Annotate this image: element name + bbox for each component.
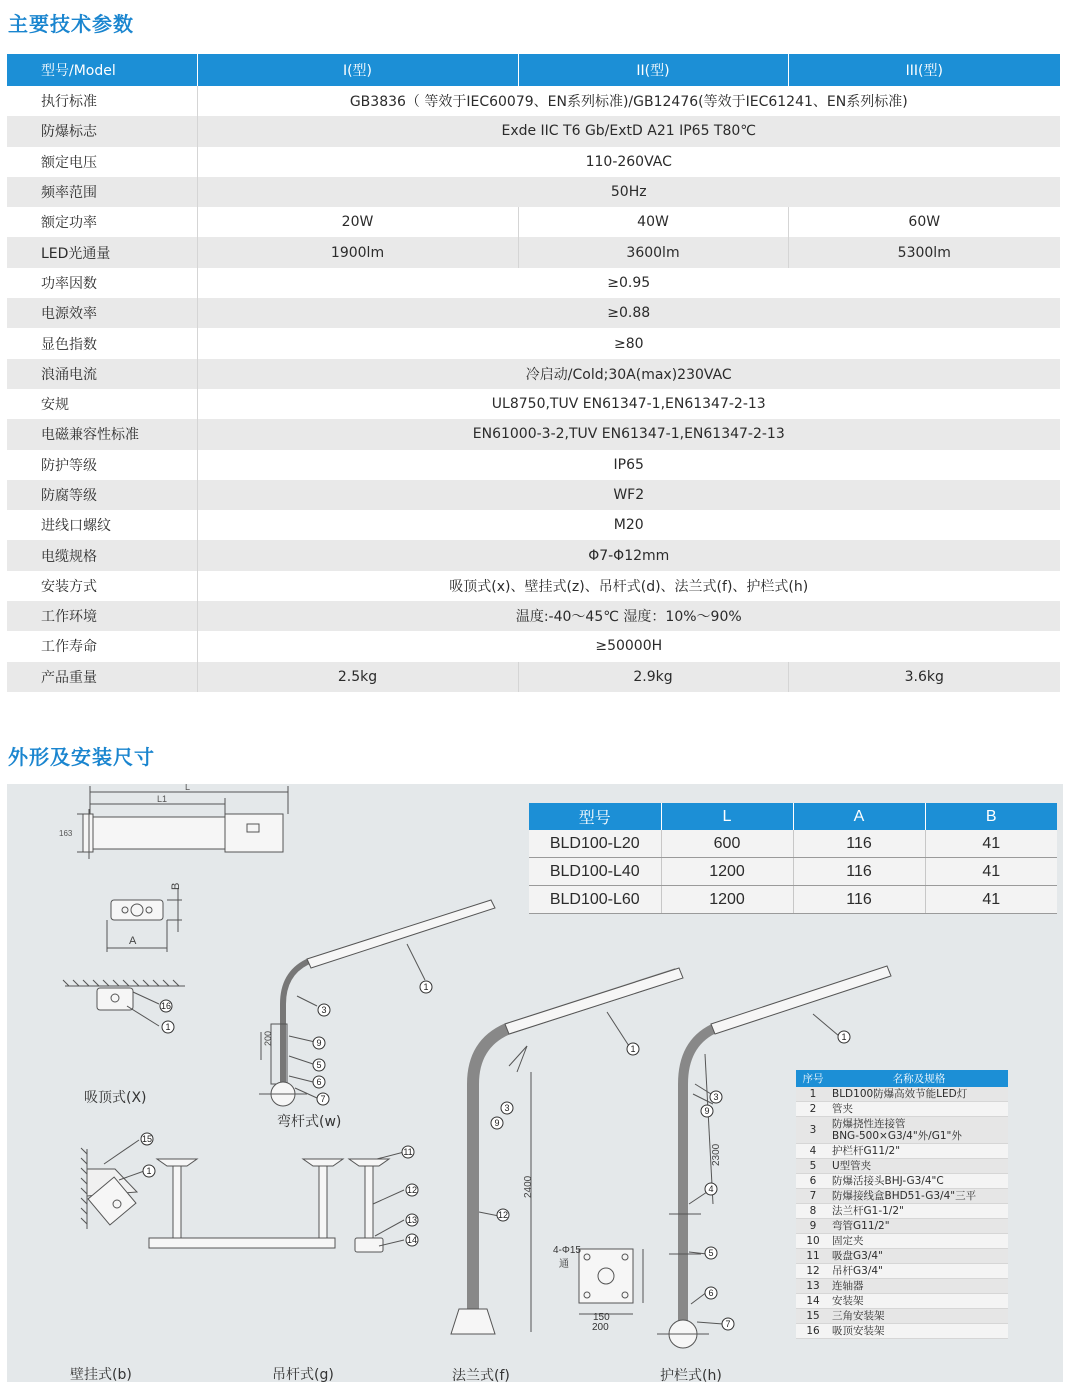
callout-1: 1 bbox=[423, 982, 429, 992]
spec-value: ≥80 bbox=[197, 328, 1060, 358]
spec-row bbox=[7, 116, 1060, 146]
parts-number: 5 bbox=[796, 1159, 830, 1174]
spec-value: ≥0.88 bbox=[197, 298, 1060, 328]
callout-9: 9 bbox=[704, 1106, 710, 1116]
parts-row bbox=[796, 1294, 1008, 1309]
spec-label: 进线口螺纹 bbox=[7, 510, 197, 540]
callout-11: 11 bbox=[403, 1147, 413, 1157]
parts-row bbox=[796, 1159, 1008, 1174]
dimension-header-cell: B bbox=[925, 803, 1057, 830]
spec-value: 5300lm bbox=[788, 237, 1060, 267]
parts-number: 2 bbox=[796, 1102, 830, 1117]
spec-row bbox=[7, 268, 1060, 298]
callout-5: 5 bbox=[708, 1248, 714, 1258]
spec-header-cell: 型号/Model bbox=[7, 54, 197, 86]
caption-bent-arm: 弯杆式(w) bbox=[277, 1114, 342, 1130]
dimension-cell: BLD100-L60 bbox=[529, 886, 661, 914]
callout-7: 7 bbox=[725, 1319, 731, 1329]
spec-row bbox=[7, 419, 1060, 449]
parts-number: 16 bbox=[796, 1324, 830, 1339]
spec-row bbox=[7, 207, 1060, 237]
spec-value: 1900lm bbox=[197, 237, 518, 267]
parts-row bbox=[796, 1102, 1008, 1117]
spec-value: UL8750,TUV EN61347-1,EN61347-2-13 bbox=[197, 389, 1060, 419]
spec-value: M20 bbox=[197, 510, 1060, 540]
callout-1: 1 bbox=[146, 1166, 152, 1176]
dim-label-2300: 2300 bbox=[711, 1143, 722, 1166]
spec-header-cell: II(型) bbox=[518, 54, 788, 86]
dimension-header-cell: 型号 bbox=[529, 803, 661, 830]
parts-name: 吊杆G3/4" bbox=[830, 1264, 1008, 1279]
parts-row bbox=[796, 1219, 1008, 1234]
parts-number: 10 bbox=[796, 1234, 830, 1249]
callout-4: 4 bbox=[708, 1184, 714, 1194]
callout-9: 9 bbox=[494, 1118, 500, 1128]
spec-label: 工作寿命 bbox=[7, 631, 197, 661]
spec-row bbox=[7, 662, 1060, 692]
spec-row bbox=[7, 450, 1060, 480]
parts-row bbox=[796, 1204, 1008, 1219]
wall-mount-drawing bbox=[81, 1140, 147, 1229]
bent-arm-drawing bbox=[259, 900, 495, 1106]
callout-5: 5 bbox=[316, 1060, 322, 1070]
spec-table bbox=[7, 54, 1060, 692]
spec-row bbox=[7, 298, 1060, 328]
dimension-row bbox=[529, 830, 1057, 858]
parts-header-cell: 序号 bbox=[796, 1070, 830, 1087]
section-title-dimensions: 外形及安装尺寸 bbox=[8, 745, 155, 769]
parts-number: 12 bbox=[796, 1264, 830, 1279]
spec-value: 40W bbox=[518, 207, 788, 237]
dim-label-2400: 2400 bbox=[523, 1175, 534, 1198]
spec-value: EN61000-3-2,TUV EN61347-1,EN61347-2-13 bbox=[197, 419, 1060, 449]
dimension-cell: 41 bbox=[925, 886, 1057, 914]
callout-3: 3 bbox=[321, 1005, 327, 1015]
spec-label: 电磁兼容性标准 bbox=[7, 419, 197, 449]
spec-value: Φ7-Φ12mm bbox=[197, 540, 1060, 570]
callout-9: 9 bbox=[316, 1038, 322, 1048]
parts-name: 防爆活接头BHJ-G3/4"C bbox=[830, 1174, 1008, 1189]
spec-label: 额定电压 bbox=[7, 147, 197, 177]
parts-number: 4 bbox=[796, 1144, 830, 1159]
caption-flange: 法兰式(f) bbox=[452, 1368, 510, 1384]
callout-6: 6 bbox=[708, 1288, 714, 1298]
callout-16: 16 bbox=[160, 1001, 172, 1011]
spec-label: 防腐等级 bbox=[7, 480, 197, 510]
spec-label: 安装方式 bbox=[7, 571, 197, 601]
spec-row bbox=[7, 359, 1060, 389]
spec-label: 安规 bbox=[7, 389, 197, 419]
parts-name: 固定夹 bbox=[830, 1234, 1008, 1249]
spec-value: 60W bbox=[788, 207, 1060, 237]
spec-value: WF2 bbox=[197, 480, 1060, 510]
parts-row bbox=[796, 1324, 1008, 1339]
dim-label-L1: L1 bbox=[157, 794, 168, 804]
dimension-cell: 600 bbox=[661, 830, 793, 858]
spec-label: 频率范围 bbox=[7, 177, 197, 207]
parts-number: 13 bbox=[796, 1279, 830, 1294]
spec-value: 冷启动/Cold;30A(max)230VAC bbox=[197, 359, 1060, 389]
spec-label: 防爆标志 bbox=[7, 116, 197, 146]
dim-label-L: L bbox=[185, 784, 191, 792]
spec-label: 电源效率 bbox=[7, 298, 197, 328]
callout-12: 12 bbox=[406, 1185, 418, 1195]
spec-value: 3600lm bbox=[518, 237, 788, 267]
callout-1: 1 bbox=[165, 1022, 171, 1032]
dim-label-through: 通 bbox=[559, 1259, 569, 1270]
parts-number: 11 bbox=[796, 1249, 830, 1264]
parts-row bbox=[796, 1249, 1008, 1264]
callout-12: 12 bbox=[497, 1210, 509, 1220]
spec-value: IP65 bbox=[197, 450, 1060, 480]
caption-wall-mount: 壁挂式(b) bbox=[70, 1367, 132, 1383]
spec-value: 温度:-40～45℃ 湿度：10%～90% bbox=[197, 601, 1060, 631]
parts-name: 防爆接线盒BHD51-G3/4"三平 bbox=[830, 1189, 1008, 1204]
parts-row bbox=[796, 1087, 1008, 1102]
parts-number: 1 bbox=[796, 1087, 830, 1102]
dimension-cell: 1200 bbox=[661, 886, 793, 914]
dimension-cell: 41 bbox=[925, 858, 1057, 886]
callout-3: 3 bbox=[504, 1103, 510, 1113]
parts-table-header bbox=[796, 1070, 1008, 1087]
spec-label: LED光通量 bbox=[7, 237, 197, 267]
spec-label: 浪涌电流 bbox=[7, 359, 197, 389]
spec-value: ≥50000H bbox=[197, 631, 1060, 661]
flange-pole-drawing bbox=[451, 968, 683, 1334]
dimension-table bbox=[529, 803, 1057, 914]
dim-label-200-bottom: 200 bbox=[592, 1322, 609, 1333]
pendant-mount-drawing bbox=[149, 1152, 404, 1252]
parts-number: 9 bbox=[796, 1219, 830, 1234]
callout-14: 14 bbox=[406, 1235, 418, 1245]
parts-name: 吸顶安装架 bbox=[830, 1324, 1008, 1339]
spec-row bbox=[7, 571, 1060, 601]
parts-row bbox=[796, 1279, 1008, 1294]
dimension-cell: 41 bbox=[925, 830, 1057, 858]
spec-row bbox=[7, 237, 1060, 267]
parts-row bbox=[796, 1144, 1008, 1159]
spec-row bbox=[7, 631, 1060, 661]
spec-value: 2.9kg bbox=[518, 662, 788, 692]
parts-row bbox=[796, 1309, 1008, 1324]
caption-guardrail: 护栏式(h) bbox=[660, 1368, 722, 1384]
parts-row bbox=[796, 1174, 1008, 1189]
spec-value: Exde IIC T6 Gb/ExtD A21 IP65 T80℃ bbox=[197, 116, 1060, 146]
callout-15: 15 bbox=[141, 1134, 153, 1144]
dim-label-163: 163 bbox=[59, 829, 73, 838]
dim-label-A: A bbox=[129, 935, 137, 947]
spec-value: 110-260VAC bbox=[197, 147, 1060, 177]
callout-6: 6 bbox=[316, 1077, 322, 1087]
parts-name: 安装架 bbox=[830, 1294, 1008, 1309]
callout-13: 13 bbox=[406, 1215, 418, 1225]
parts-name: 吸盘G3/4" bbox=[830, 1249, 1008, 1264]
spec-table-header bbox=[7, 54, 1060, 86]
dim-label-B: B bbox=[170, 882, 182, 890]
parts-table bbox=[796, 1070, 1008, 1339]
dimension-row bbox=[529, 858, 1057, 886]
spec-row bbox=[7, 86, 1060, 116]
end-view-drawing bbox=[107, 883, 182, 952]
parts-name: 法兰杆G1-1/2" bbox=[830, 1204, 1008, 1219]
spec-row bbox=[7, 510, 1060, 540]
spec-label: 显色指数 bbox=[7, 328, 197, 358]
spec-header-cell: I(型) bbox=[197, 54, 518, 86]
dimension-cell: BLD100-L20 bbox=[529, 830, 661, 858]
parts-row bbox=[796, 1117, 1008, 1144]
parts-name: 护栏杆G11/2" bbox=[830, 1144, 1008, 1159]
callout-1: 1 bbox=[841, 1032, 847, 1042]
spec-value: 20W bbox=[197, 207, 518, 237]
spec-row bbox=[7, 540, 1060, 570]
parts-number: 6 bbox=[796, 1174, 830, 1189]
parts-name: 三角安装架 bbox=[830, 1309, 1008, 1324]
parts-name: 防爆挠性连接管 BNG-500×G3/4"外/G1"外 bbox=[830, 1117, 1008, 1144]
dimension-cell: BLD100-L40 bbox=[529, 858, 661, 886]
spec-label: 工作环境 bbox=[7, 601, 197, 631]
spec-label: 产品重量 bbox=[7, 662, 197, 692]
spec-value: 2.5kg bbox=[197, 662, 518, 692]
spec-label: 防护等级 bbox=[7, 450, 197, 480]
spec-value: ≥0.95 bbox=[197, 268, 1060, 298]
spec-row bbox=[7, 601, 1060, 631]
parts-name: 弯管G11/2" bbox=[830, 1219, 1008, 1234]
spec-value: 3.6kg bbox=[788, 662, 1060, 692]
parts-name: 管夹 bbox=[830, 1102, 1008, 1117]
spec-label: 额定功率 bbox=[7, 207, 197, 237]
parts-number: 3 bbox=[796, 1117, 830, 1144]
parts-name: 连轴器 bbox=[830, 1279, 1008, 1294]
spec-row bbox=[7, 328, 1060, 358]
parts-number: 7 bbox=[796, 1189, 830, 1204]
spec-value: 50Hz bbox=[197, 177, 1060, 207]
section-title-specs: 主要技术参数 bbox=[8, 12, 134, 36]
parts-number: 15 bbox=[796, 1309, 830, 1324]
spec-row bbox=[7, 389, 1060, 419]
dimension-header-cell: L bbox=[661, 803, 793, 830]
lamp-outline-drawing bbox=[59, 784, 288, 859]
dimension-cell: 116 bbox=[793, 886, 925, 914]
parts-row bbox=[796, 1264, 1008, 1279]
spec-row bbox=[7, 147, 1060, 177]
spec-value: GB3836（ 等效于IEC60079、EN系列标准)/GB12476(等效于IEC61241、EN系列标准) bbox=[197, 86, 1060, 116]
dimension-row bbox=[529, 886, 1057, 914]
parts-name: U型管夹 bbox=[830, 1159, 1008, 1174]
dim-label-hole: 4-Φ15 bbox=[553, 1245, 581, 1256]
spec-value: 吸顶式(x)、壁挂式(z)、吊杆式(d)、法兰式(f)、护栏式(h) bbox=[197, 571, 1060, 601]
spec-row bbox=[7, 480, 1060, 510]
callout-7: 7 bbox=[320, 1094, 326, 1104]
dimension-table-header bbox=[529, 803, 1057, 830]
dim-label-200: 200 bbox=[263, 1030, 273, 1046]
parts-header-cell: 名称及规格 bbox=[830, 1070, 1008, 1087]
parts-row bbox=[796, 1234, 1008, 1249]
spec-header-cell: III(型) bbox=[788, 54, 1060, 86]
dimension-cell: 116 bbox=[793, 858, 925, 886]
dimension-cell: 116 bbox=[793, 830, 925, 858]
spec-label: 电缆规格 bbox=[7, 540, 197, 570]
caption-pendant: 吊杆式(g) bbox=[272, 1367, 334, 1383]
parts-name: BLD100防爆高效节能LED灯 bbox=[830, 1087, 1008, 1102]
spec-row bbox=[7, 177, 1060, 207]
callout-1: 1 bbox=[630, 1044, 636, 1054]
caption-ceiling-mount: 吸顶式(X) bbox=[84, 1090, 147, 1106]
parts-row bbox=[796, 1189, 1008, 1204]
dimension-cell: 1200 bbox=[661, 858, 793, 886]
dim-label-150: 150 bbox=[593, 1312, 610, 1323]
callout-3: 3 bbox=[713, 1092, 719, 1102]
parts-number: 8 bbox=[796, 1204, 830, 1219]
dimension-header-cell: A bbox=[793, 803, 925, 830]
spec-label: 功率因数 bbox=[7, 268, 197, 298]
parts-number: 14 bbox=[796, 1294, 830, 1309]
spec-label: 执行标准 bbox=[7, 86, 197, 116]
